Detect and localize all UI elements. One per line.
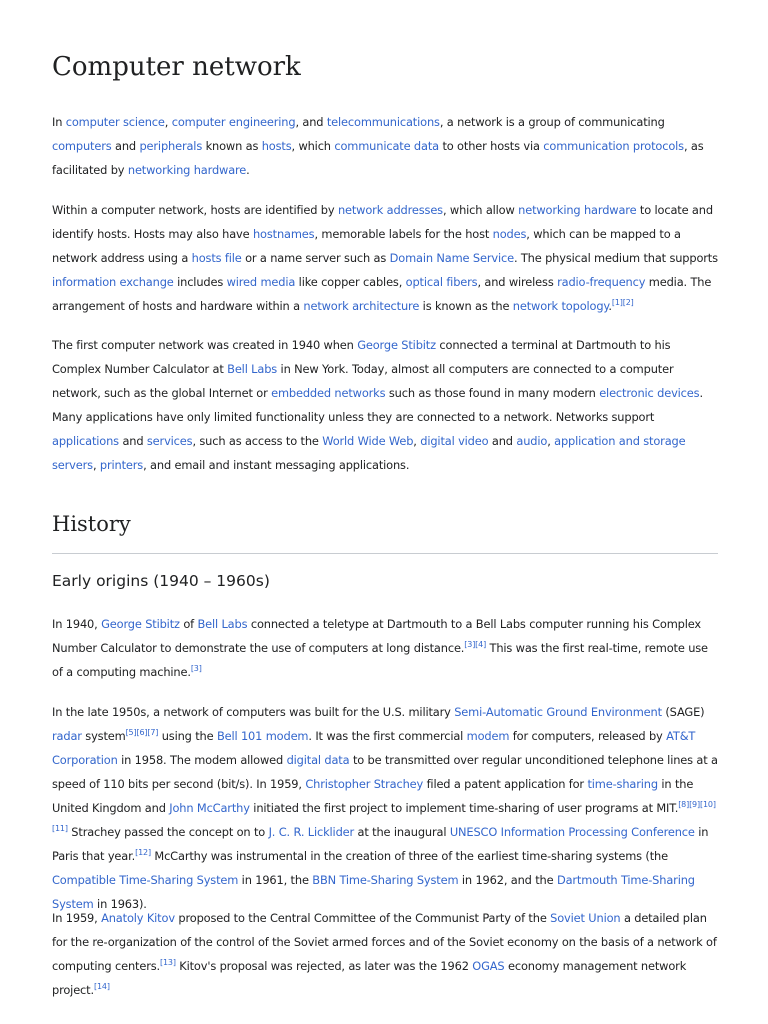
text-run: using the	[158, 729, 217, 743]
text-run: McCarthy was instrumental in the creation of three of the earliest time-sharing systems (the	[150, 849, 668, 863]
link-bbn-time-sharing-system[interactable]: BBN Time-Sharing System	[312, 873, 459, 887]
text-run: in 1961, the	[238, 873, 313, 887]
text-run: a detailed plan for the re-organization of the control of the Soviet armed forces and of the Soviet economy on the basis of a network of computing centers.	[52, 911, 717, 973]
link-digital-data[interactable]: digital data	[286, 753, 350, 767]
history-paragraph-3	[52, 906, 718, 1002]
text-run: in New York. Today, almost all computers are connected to a computer network, such as the global Internet or	[52, 362, 674, 400]
text-run: initiated the first project to implement time-sharing of user programs at MIT.	[249, 801, 679, 815]
text-run: (SAGE)	[661, 705, 705, 719]
text-run: , as facilitated by	[52, 139, 704, 177]
citation-refs	[94, 982, 110, 991]
text-run: media. The arrangement of hosts and hardware within a	[52, 275, 712, 313]
text-run: This was the first real-time, remote use of a computing machine.	[52, 641, 708, 679]
subsection-heading-early-origins: Early origins (1940 – 1960s)	[52, 572, 270, 590]
link-services[interactable]: services	[146, 434, 193, 448]
text-run: in 1958. The modem allowed	[117, 753, 287, 767]
link-network-topology[interactable]: network topology	[512, 299, 609, 313]
text-run: economy management network project.	[52, 959, 687, 997]
citation-refs	[126, 728, 159, 737]
text-run: , and email and instant messaging applications.	[143, 458, 410, 472]
text-run: In 1959,	[52, 911, 102, 925]
link-ogas[interactable]: OGAS	[472, 959, 505, 973]
link-electronic-devices[interactable]: electronic devices	[599, 386, 700, 400]
link-printers[interactable]: printers	[99, 458, 144, 472]
text-run: Kitov's proposal was rejected, as later was the 1962	[175, 959, 473, 973]
link-application-and-storage-servers[interactable]: application and storage servers	[52, 434, 686, 472]
text-run: of	[179, 617, 198, 631]
link-communicate-data[interactable]: communicate data	[334, 139, 439, 153]
text-run: In the late 1950s, a network of computers was built for the U.S. military	[52, 705, 455, 719]
link-computer-science[interactable]: computer science	[65, 115, 165, 129]
text-run: ,	[547, 434, 555, 448]
link-john-mccarthy[interactable]: John McCarthy	[169, 801, 250, 815]
text-run: in 1962, and the	[458, 873, 557, 887]
text-run: Strachey passed the concept on to	[67, 825, 269, 839]
citation-link[interactable]: [3]	[190, 664, 202, 673]
citation-link[interactable]: [2]	[622, 298, 634, 307]
text-run: ,	[164, 115, 172, 129]
intro-paragraph-1	[52, 110, 718, 182]
citation-link[interactable]: [5]	[125, 728, 137, 737]
text-run: such as those found in many modern	[385, 386, 600, 400]
text-run: , which can be mapped to a network address using a	[52, 227, 681, 265]
text-run: , a network is a group of communicating	[439, 115, 665, 129]
link-nodes[interactable]: nodes	[492, 227, 527, 241]
text-run: , and wireless	[477, 275, 558, 289]
link-networking-hardware[interactable]: networking hardware	[127, 163, 247, 177]
text-run: .	[246, 163, 250, 177]
link-christopher-strachey[interactable]: Christopher Strachey	[305, 777, 424, 791]
text-run: to be transmitted over regular unconditioned telephone lines at a speed of 110 bits per second (bit/s). In 1959,	[52, 753, 718, 791]
text-run: and	[488, 434, 517, 448]
link-radar[interactable]: radar	[52, 729, 82, 743]
link-audio[interactable]: audio	[516, 434, 548, 448]
text-run: filed a patent application for	[423, 777, 588, 791]
citation-refs	[464, 640, 486, 649]
link-world-wide-web[interactable]: World Wide Web	[322, 434, 414, 448]
citation-link[interactable]: [13]	[159, 958, 176, 967]
text-run: proposed to the Central Committee of the Communist Party of the	[174, 911, 551, 925]
text-run: , which allow	[442, 203, 519, 217]
link-telecommunications[interactable]: telecommunications	[326, 115, 440, 129]
link-optical-fibers[interactable]: optical fibers	[405, 275, 478, 289]
text-run: ,	[92, 458, 100, 472]
link-j-c-r-licklider[interactable]: J. C. R. Licklider	[268, 825, 355, 839]
link-network-addresses[interactable]: network addresses	[337, 203, 443, 217]
text-run: for computers, released by	[509, 729, 667, 743]
citation-link[interactable]: [7]	[147, 728, 159, 737]
text-run: . The physical medium that supports	[513, 251, 718, 265]
page-title: Computer network	[52, 52, 301, 82]
citation-link[interactable]: [12]	[135, 848, 151, 857]
link-george-stibitz[interactable]: George Stibitz	[101, 617, 180, 631]
link-at-t-corporation[interactable]: AT&T Corporation	[52, 729, 696, 767]
link-compatible-time-sharing-system[interactable]: Compatible Time-Sharing System	[52, 873, 239, 887]
text-run: in Paris that year.	[52, 825, 709, 863]
history-paragraph-1	[52, 612, 718, 684]
link-hosts-file[interactable]: hosts file	[191, 251, 242, 265]
link-semi-automatic-ground-environment[interactable]: Semi-Automatic Ground Environment	[454, 705, 662, 719]
text-run: The first computer network was created in 1940 when	[52, 338, 358, 352]
link-bell-101-modem[interactable]: Bell 101 modem	[216, 729, 309, 743]
text-run: . It was the first commercial	[308, 729, 467, 743]
text-run: In 1940,	[52, 617, 102, 631]
link-peripherals[interactable]: peripherals	[139, 139, 203, 153]
text-run: is known as the	[419, 299, 513, 313]
history-paragraph-2	[52, 700, 718, 916]
text-run: .	[608, 299, 612, 313]
text-run: at the inaugural	[354, 825, 450, 839]
link-anatoly-kitov[interactable]: Anatoly Kitov	[101, 911, 175, 925]
link-information-exchange[interactable]: information exchange	[52, 275, 174, 289]
link-dartmouth-time-sharing-system[interactable]: Dartmouth Time-Sharing System	[52, 873, 695, 911]
link-wired-media[interactable]: wired media	[226, 275, 296, 289]
text-run: in the United Kingdom and	[52, 777, 694, 815]
text-run: connected a terminal at Dartmouth to his Complex Number Calculator at	[52, 338, 671, 376]
link-computers[interactable]: computers	[52, 139, 112, 153]
intro-paragraph-2	[52, 198, 718, 318]
text-run: system	[81, 729, 126, 743]
text-run: in 1963).	[93, 897, 147, 911]
citation-refs	[191, 664, 202, 673]
link-computer-engineering[interactable]: computer engineering	[171, 115, 296, 129]
text-run: ,	[413, 434, 421, 448]
text-run: or a name server such as	[241, 251, 390, 265]
link-digital-video[interactable]: digital video	[420, 434, 489, 448]
link-unesco-information-processing-conference[interactable]: UNESCO Information Processing Conference	[449, 825, 695, 839]
section-divider	[52, 553, 718, 554]
citation-link[interactable]: [1]	[611, 298, 623, 307]
text-run: , and	[295, 115, 327, 129]
link-bell-labs[interactable]: Bell Labs	[197, 617, 248, 631]
text-run: includes	[173, 275, 227, 289]
citation-link[interactable]: [8]	[678, 800, 690, 809]
citation-link[interactable]: [14]	[93, 982, 110, 991]
link-communication-protocols[interactable]: communication protocols	[543, 139, 684, 153]
text-run: . Many applications have only limited functionality unless they are connected to a network. Networks support	[52, 386, 703, 424]
text-run: , memorable labels for the host	[314, 227, 493, 241]
link-embedded-networks[interactable]: embedded networks	[271, 386, 386, 400]
text-run: , which	[291, 139, 335, 153]
text-run: like copper cables,	[295, 275, 406, 289]
text-run: to other hosts via	[438, 139, 544, 153]
text-run: Within a computer network, hosts are identified by	[52, 203, 338, 217]
citation-link[interactable]: [10]	[699, 800, 716, 809]
link-soviet-union[interactable]: Soviet Union	[550, 911, 621, 925]
text-run: to locate and identify hosts. Hosts may also have	[52, 203, 713, 241]
link-hosts[interactable]: hosts	[261, 139, 292, 153]
citation-link[interactable]: [6]	[136, 728, 148, 737]
citation-refs	[160, 958, 176, 967]
text-run: and	[111, 139, 140, 153]
citation-refs	[612, 298, 634, 307]
text-run: and	[118, 434, 147, 448]
text-run: , such as access to the	[192, 434, 323, 448]
text-run: connected a teletype at Dartmouth to a Bell Labs computer running his Complex Number Calculator to demonstrate the use of computers at long distance.	[52, 617, 702, 655]
link-radio-frequency[interactable]: radio-frequency	[557, 275, 646, 289]
link-bell-labs[interactable]: Bell Labs	[227, 362, 278, 376]
link-applications[interactable]: applications	[52, 434, 119, 448]
citation-link[interactable]: [9]	[689, 800, 700, 809]
text-run: known as	[202, 139, 262, 153]
link-domain-name-service[interactable]: Domain Name Service	[389, 251, 514, 265]
citation-link[interactable]: [3]	[464, 640, 476, 649]
link-time-sharing[interactable]: time-sharing	[587, 777, 658, 791]
link-hostnames[interactable]: hostnames	[252, 227, 315, 241]
link-george-stibitz[interactable]: George Stibitz	[357, 338, 436, 352]
section-heading-history: History	[52, 512, 131, 536]
link-networking-hardware[interactable]: networking hardware	[518, 203, 637, 217]
link-modem[interactable]: modem	[466, 729, 510, 743]
citation-refs	[135, 848, 151, 857]
intro-paragraph-3	[52, 333, 718, 477]
link-network-architecture[interactable]: network architecture	[303, 299, 420, 313]
text-run: In	[52, 115, 66, 129]
citation-link[interactable]: [11]	[52, 824, 68, 833]
citation-link[interactable]: [4]	[475, 640, 487, 649]
